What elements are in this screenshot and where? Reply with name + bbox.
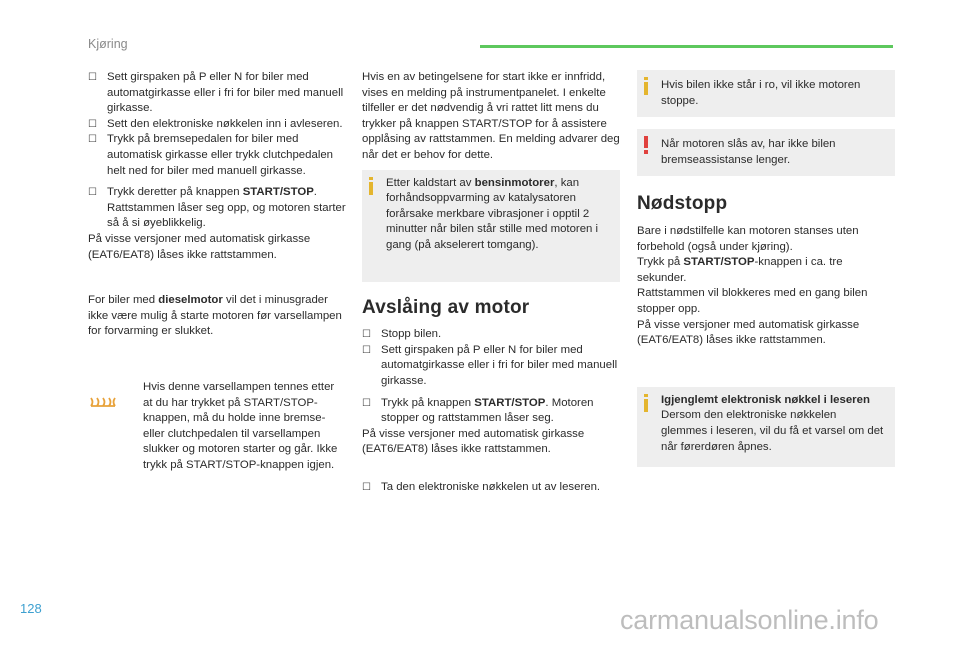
diesel-note: For biler med dieselmotor vil det i minusgrader ikke være mulig å starte motoren før varsellampen for forvarming er slukket. <box>88 294 342 338</box>
section-bar <box>480 45 893 48</box>
warning-icon <box>644 136 648 154</box>
lamp-text: Hvis denne varsellampen tennes etter at du har trykket på START/STOP-knappen, må du holde inne bremse- eller clutchpedalen til varsellampen slukker og motoren starter og går. Ikke trykk på START/STOP-knappen igjen. <box>143 380 338 471</box>
column-2 <box>362 70 620 495</box>
preheat-warning-icon <box>88 396 118 410</box>
step-remove-key: ☐ Ta den elektroniske nøkkelen ut av leseren. <box>362 480 620 496</box>
step-start-stop: ☐ Trykk deretter på knappen START/STOP. Rattstammen låser seg opp, og motoren starter så å si øyeblikkelig. <box>88 185 346 232</box>
start-conditions-text: Hvis en av betingelsene for start ikke er innfridd, vises en melding på instrumentpanelet. I enkelte tilfeller er det nødvendig å vri rattet litt mens du trykker på knappen START/STOP for å assistere opplåsing av rattstammen. En melding advarer deg når det er behov for dette. <box>362 71 620 161</box>
emergency-para-c: Rattstammen vil blokkeres med en gang bilen stopper opp. <box>637 287 868 315</box>
watermark: carmanualsonline.info <box>620 605 879 635</box>
step-gear-off: ☐ Sett girspaken på P eller N for biler med automatgirkasse eller i fri for biler med manuell girkasse. <box>362 343 620 390</box>
brake-assist-warning-box <box>637 129 895 176</box>
forgotten-key-info-box <box>637 387 895 467</box>
forgotten-key-title: Igjenglemt elektronisk nøkkel i leseren <box>661 393 870 406</box>
step-stop-car: ☐ Stopp bilen. <box>362 327 620 343</box>
cold-start-info-box <box>362 170 620 282</box>
preheat-lamp-block <box>88 380 346 474</box>
step-brake: ☐ Trykk på bremsepedalen for biler med automatisk girkasse eller trykk clutchpedalen helt ned for biler med manuell girkasse. <box>88 132 346 179</box>
forgotten-key-text: Dersom den elektroniske nøkkelen glemmes i leseren, vil du få et varsel om det når førerdøren åpnes. <box>661 409 884 453</box>
note-versions-2: På visse versjoner med automatisk girkasse (EAT6/EAT8) låses ikke rattstammen. <box>362 427 585 456</box>
section-title: Kjøring <box>88 37 128 51</box>
page-number: 128 <box>20 601 42 616</box>
not-stationary-info-box <box>637 70 895 117</box>
step-key-insert: ☐ Sett den elektroniske nøkkelen inn i avleseren. <box>88 117 346 133</box>
info-icon <box>644 77 648 95</box>
cold-start-info: Etter kaldstart av bensinmotorer, kan forhåndsoppvarming av katalysatoren forårsake merkbare vibrasjoner i opptil 2 minutter når bilen står stille med motoren i gang (på akselerert tomgang). <box>386 176 599 251</box>
info-icon <box>644 394 648 412</box>
emergency-para-b: Trykk på START/STOP-knappen i ca. tre sekunder. <box>637 256 843 284</box>
emergency-para-a: Bare i nødstilfelle kan motoren stanses uten forbehold (også under kjøring). <box>637 224 859 253</box>
heading-emergency-stop: Nødstopp <box>637 193 728 215</box>
not-stationary-info: Hvis bilen ikke står i ro, vil ikke motoren stoppe. <box>661 79 861 107</box>
note-versions: På visse versjoner med automatisk girkasse (EAT6/EAT8) låses ikke rattstammen. <box>88 232 311 261</box>
brake-assist-warning: Når motoren slås av, har ikke bilen bremseassistanse lenger. <box>661 138 836 166</box>
column-1 <box>88 70 346 473</box>
column-3 <box>637 70 895 467</box>
step-gear: ☐ Sett girspaken på P eller N for biler med automatgirkasse eller i fri for biler med manuell girkasse. <box>88 70 346 117</box>
info-icon <box>369 177 373 195</box>
heading-engine-off: Avslåing av motor <box>362 296 530 318</box>
step-press-start-stop: ☐ Trykk på knappen START/STOP. Motoren stopper og rattstammen låser seg. <box>362 396 620 427</box>
emergency-para-d: På visse versjoner med automatisk girkasse (EAT6/EAT8) låses ikke rattstammen. <box>637 318 860 347</box>
